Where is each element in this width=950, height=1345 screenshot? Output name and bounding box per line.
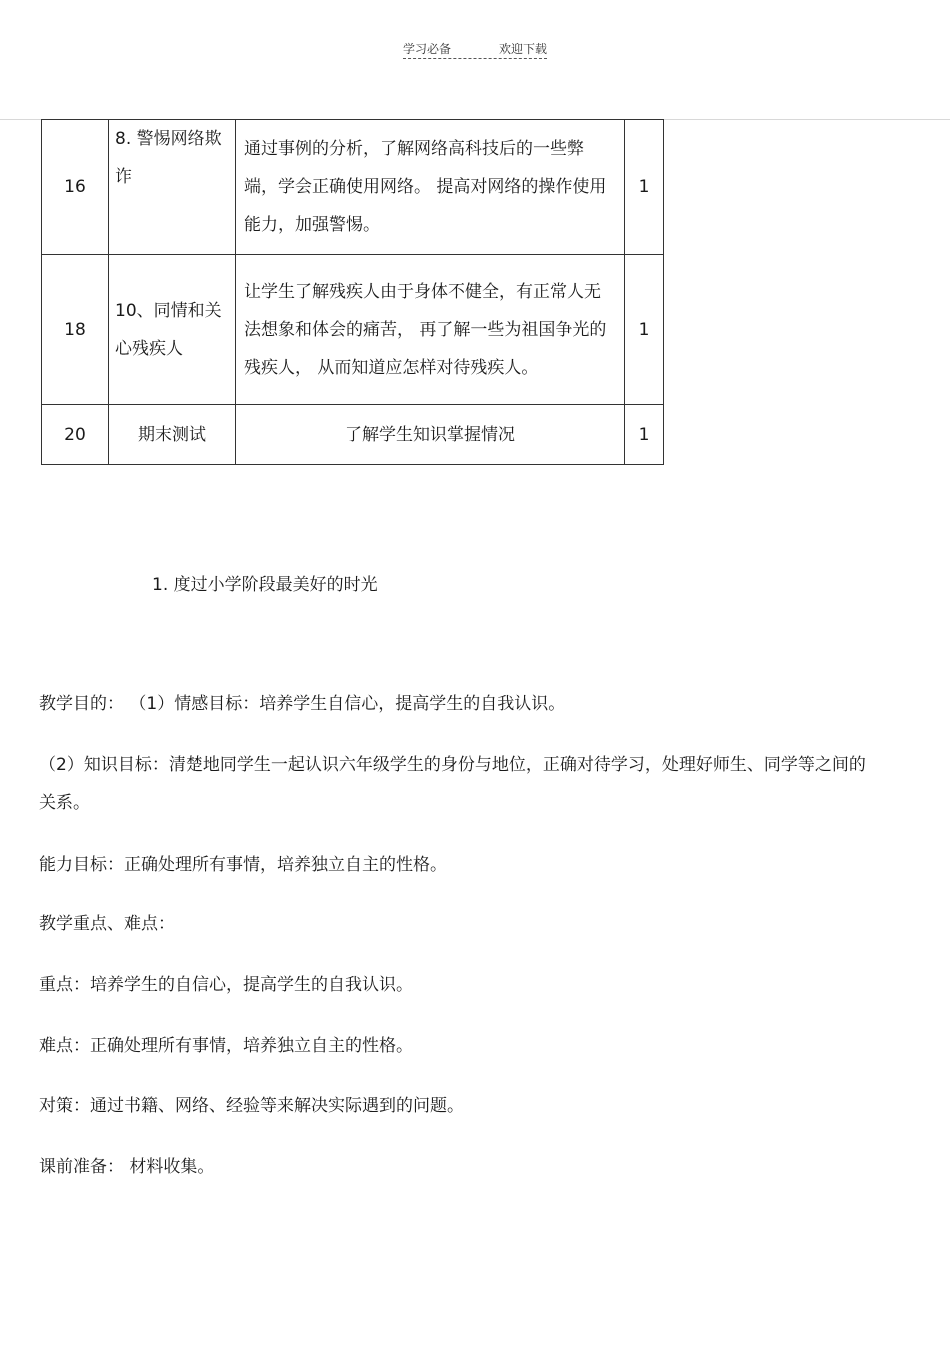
preparation: 课前准备： 材料收集。	[39, 1157, 215, 1177]
objective-knowledge: （2）知识目标：清楚地同学生一起认识六年级学生的身份与地位，正确对待学习，处理好师生、同学等之间的关系。	[39, 755, 866, 813]
week-cell: 16	[42, 120, 109, 255]
key-point: 重点：培养学生的自信心，提高学生的自我认识。	[39, 975, 413, 995]
goal-cell: 了解学生知识掌握情况	[236, 405, 625, 465]
week-cell: 20	[42, 405, 109, 465]
goal-cell: 让学生了解残疾人由于身体不健全，有正常人无法想象和体会的痛苦， 再了解一些为祖国争光的残疾人， 从而知道应怎样对待残疾人。	[236, 255, 625, 405]
goal-cell: 通过事例的分析，了解网络高科技后的一些弊端，学会正确使用网络。 提高对网络的操作使用能力，加强警惕。	[236, 120, 625, 255]
header-left: 学习必备	[402, 42, 451, 56]
header-right: 欢迎下载	[499, 42, 548, 56]
hours-cell: 1	[625, 120, 664, 255]
topic-cell: 期末测试	[109, 405, 236, 465]
table-row	[42, 255, 664, 405]
table-row	[42, 405, 664, 465]
page-header	[0, 40, 950, 59]
hours-cell: 1	[625, 405, 664, 465]
key-heading: 教学重点、难点：	[39, 914, 175, 934]
lesson-plan-table	[41, 119, 664, 465]
objective-emotion: 教学目的： （1）情感目标：培养学生自信心，提高学生的自我认识。	[39, 694, 566, 714]
difficulty: 难点：正确处理所有事情，培养独立自主的性格。	[39, 1036, 413, 1056]
topic-cell: 8. 警惕网络欺诈	[109, 120, 236, 255]
lesson-title: 1. 度过小学阶段最美好的时光	[152, 575, 378, 595]
table-row	[42, 120, 664, 255]
week-cell: 18	[42, 255, 109, 405]
topic-cell: 10、同情和关心残疾人	[109, 255, 236, 405]
objective-ability: 能力目标：正确处理所有事情，培养独立自主的性格。	[39, 855, 447, 875]
strategy: 对策：通过书籍、网络、经验等来解决实际遇到的问题。	[39, 1096, 464, 1116]
hours-cell: 1	[625, 255, 664, 405]
header-text	[403, 40, 547, 59]
